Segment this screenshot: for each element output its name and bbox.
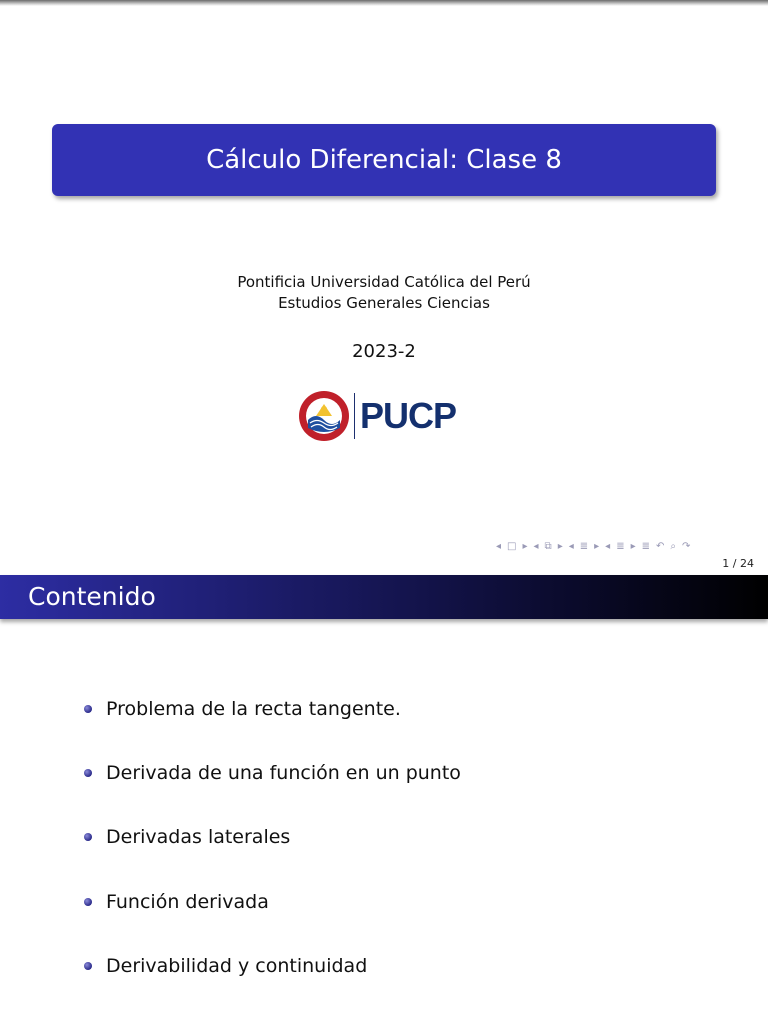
list-item-label: Derivadas laterales xyxy=(106,826,291,848)
list-item-label: Función derivada xyxy=(106,891,269,913)
nav-prev-icon[interactable]: ◂ xyxy=(605,540,611,552)
nav-next-icon[interactable]: ▸ xyxy=(522,540,528,552)
list-item xyxy=(84,891,269,913)
list-item xyxy=(84,698,401,720)
frame-title: Contenido xyxy=(28,582,156,611)
list-item-label: Problema de la recta tangente. xyxy=(106,698,401,720)
list-item xyxy=(84,762,461,784)
nav-prev-icon[interactable]: ◂ xyxy=(533,540,539,552)
slide-title: Cálculo Diferencial: Clase 8 xyxy=(206,145,562,175)
page-number: 1 / 24 xyxy=(722,557,754,570)
list-item xyxy=(84,826,290,848)
nav-prev-icon[interactable]: ◂ xyxy=(568,540,574,552)
bullet-icon xyxy=(84,962,92,970)
logo-separator xyxy=(354,393,355,439)
nav-search-forward-icon[interactable]: ↷ xyxy=(682,540,691,552)
nav-subsection-icon[interactable]: ⧉ xyxy=(544,540,552,552)
bullet-icon xyxy=(84,769,92,777)
contents-list xyxy=(0,575,768,1024)
nav-document-icon[interactable]: ≣ xyxy=(641,540,651,552)
contents-slide xyxy=(0,575,768,1024)
nav-prev-icon[interactable]: ◂ xyxy=(496,540,502,552)
title-box xyxy=(52,124,716,196)
bullet-icon xyxy=(84,898,92,906)
semester: 2023-2 xyxy=(352,341,416,362)
list-item-label: Derivada de una función en un punto xyxy=(106,762,461,784)
beamer-navigation xyxy=(496,539,766,553)
list-item-label: Derivabilidad y continuidad xyxy=(106,955,368,977)
nav-search-icon[interactable]: ⌕ xyxy=(670,540,677,552)
department-name: Estudios Generales Ciencias xyxy=(278,294,490,312)
pucp-wordmark: PUCP xyxy=(360,395,457,436)
institution-name: Pontificia Universidad Católica del Perú xyxy=(237,273,531,291)
nav-next-icon[interactable]: ▸ xyxy=(594,540,600,552)
bullet-icon xyxy=(84,705,92,713)
nav-section-icon[interactable]: ≣ xyxy=(616,540,625,552)
nav-search-back-icon[interactable]: ↶ xyxy=(656,540,665,552)
nav-next-icon[interactable]: ▸ xyxy=(630,540,636,552)
nav-frame-icon[interactable]: □ xyxy=(507,540,517,552)
nav-section-icon[interactable]: ≣ xyxy=(579,540,589,552)
institution-block xyxy=(0,272,768,314)
bullet-icon xyxy=(84,833,92,841)
pucp-seal-icon xyxy=(298,390,350,442)
pucp-logo xyxy=(298,388,473,444)
nav-next-icon[interactable]: ▸ xyxy=(557,540,563,552)
list-item xyxy=(84,955,367,977)
